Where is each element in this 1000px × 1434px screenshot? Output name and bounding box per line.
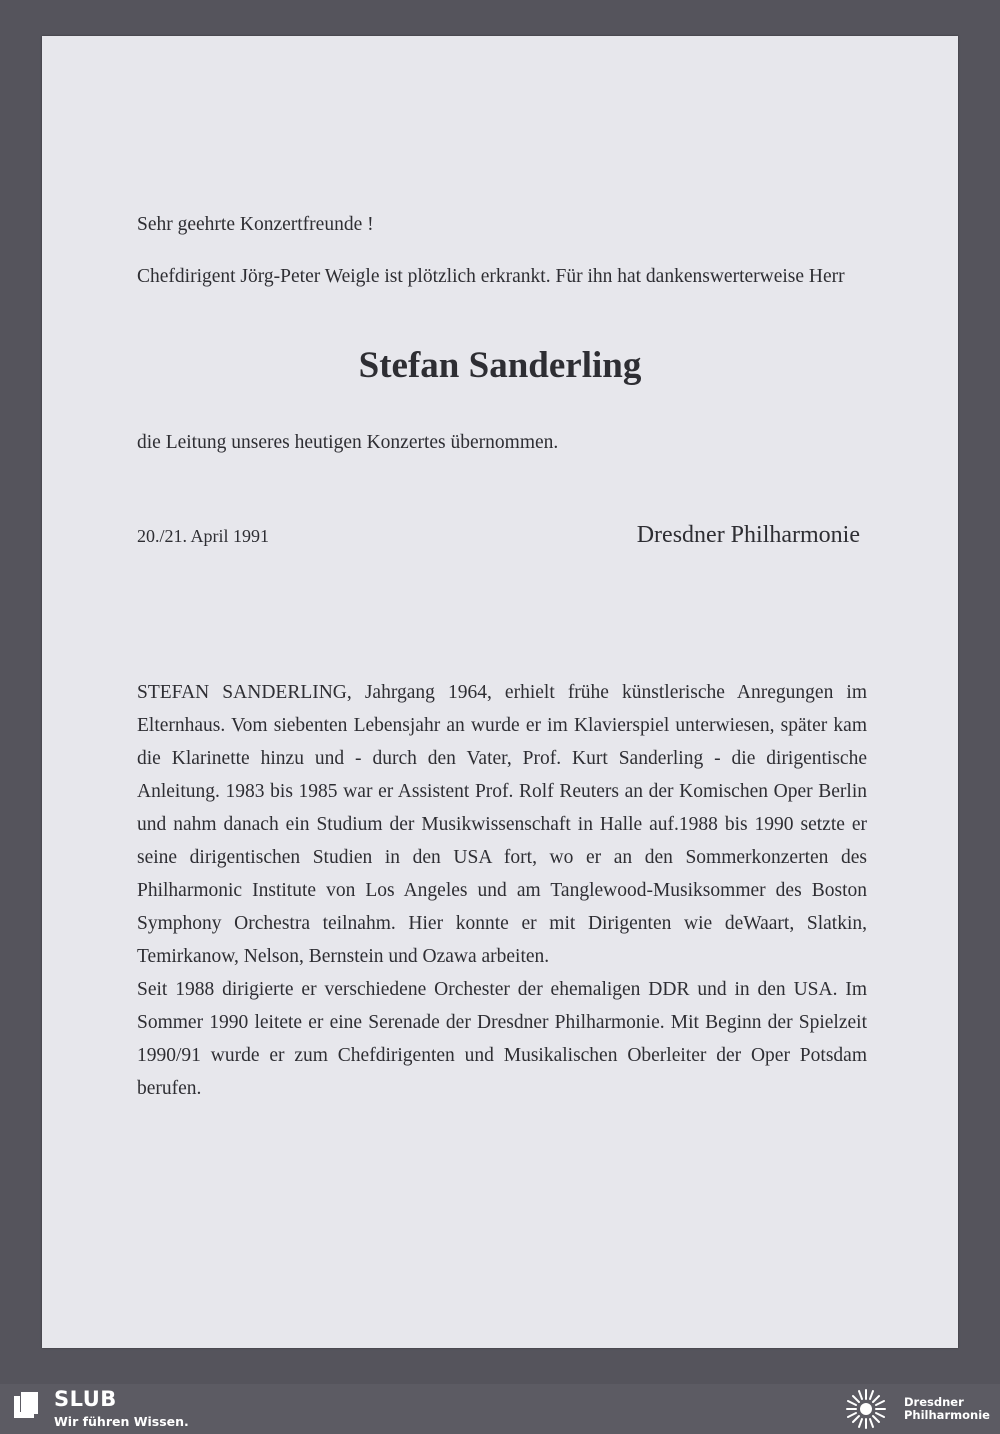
biography-paragraph: STEFAN SANDERLING, Jahrgang 1964, erhielt frühe künstlerische Anregungen im Elternhaus. Vom siebenten Lebensjahr an wurde er im Klavierspiel unterwiesen, später kam die Klarinette hinzu und - durch den Vater, Prof. Kurt Sanderling - die dirigentische Anleitung. 1983 bis 1985 war er Assistent Prof. Rolf Reuters an der Komischen Oper Berlin und nahm danach ein Studium der Musikwissenschaft in Halle auf.1988 bis 1990 setzte er seine dirigentischen Studien in den USA fort, wo er an den Sommerkonzerten des Philharmonic Institute von Los Angeles und am Tanglewood-Musiksommer des Boston Symphony Orchestra teilnahm. Hier konnte er mit Dirigenten wie deWaart, Slatkin, Temirkanow, Nelson, Bernstein und Ozawa arbeiten. xyxy=(137,682,867,967)
footer-bar xyxy=(0,1384,1000,1434)
announcement-continuation: die Leitung unseres heutigen Konzertes übernommen. xyxy=(137,432,559,453)
slub-tagline: Wir führen Wissen. xyxy=(54,1414,189,1429)
partner-name-line: Dresdner xyxy=(904,1395,964,1409)
biography-paragraph: Seit 1988 dirigierte er verschiedene Orchester der ehemaligen DDR und in den USA. Im Sommer 1990 leitete er eine Serenade der Dresdner Philharmonie. Mit Beginn der Spielzeit 1990/91 wurde er zum Chefdirigenten und Musikalischen Oberleiter der Oper Potsdam berufen. xyxy=(137,979,867,1099)
organization-name: Dresdner Philharmonie xyxy=(636,522,860,548)
slub-logo-icon xyxy=(14,1392,38,1418)
biography xyxy=(137,676,867,1105)
dresdner-philharmonie-logo-icon xyxy=(842,1387,890,1431)
announcement-text: Chefdirigent Jörg-Peter Weigle ist plötzlich erkrankt. Für ihn hat dankenswerterweise Herr xyxy=(137,266,845,287)
partner-name-line: Philharmonie xyxy=(904,1408,990,1422)
document-page xyxy=(42,36,958,1348)
salutation: Sehr geehrte Konzertfreunde ! xyxy=(137,214,374,235)
conductor-name: Stefan Sanderling xyxy=(358,345,642,386)
concert-date: 20./21. April 1991 xyxy=(137,526,270,546)
slub-name: SLUB xyxy=(54,1387,117,1411)
partner-name xyxy=(904,1396,990,1422)
